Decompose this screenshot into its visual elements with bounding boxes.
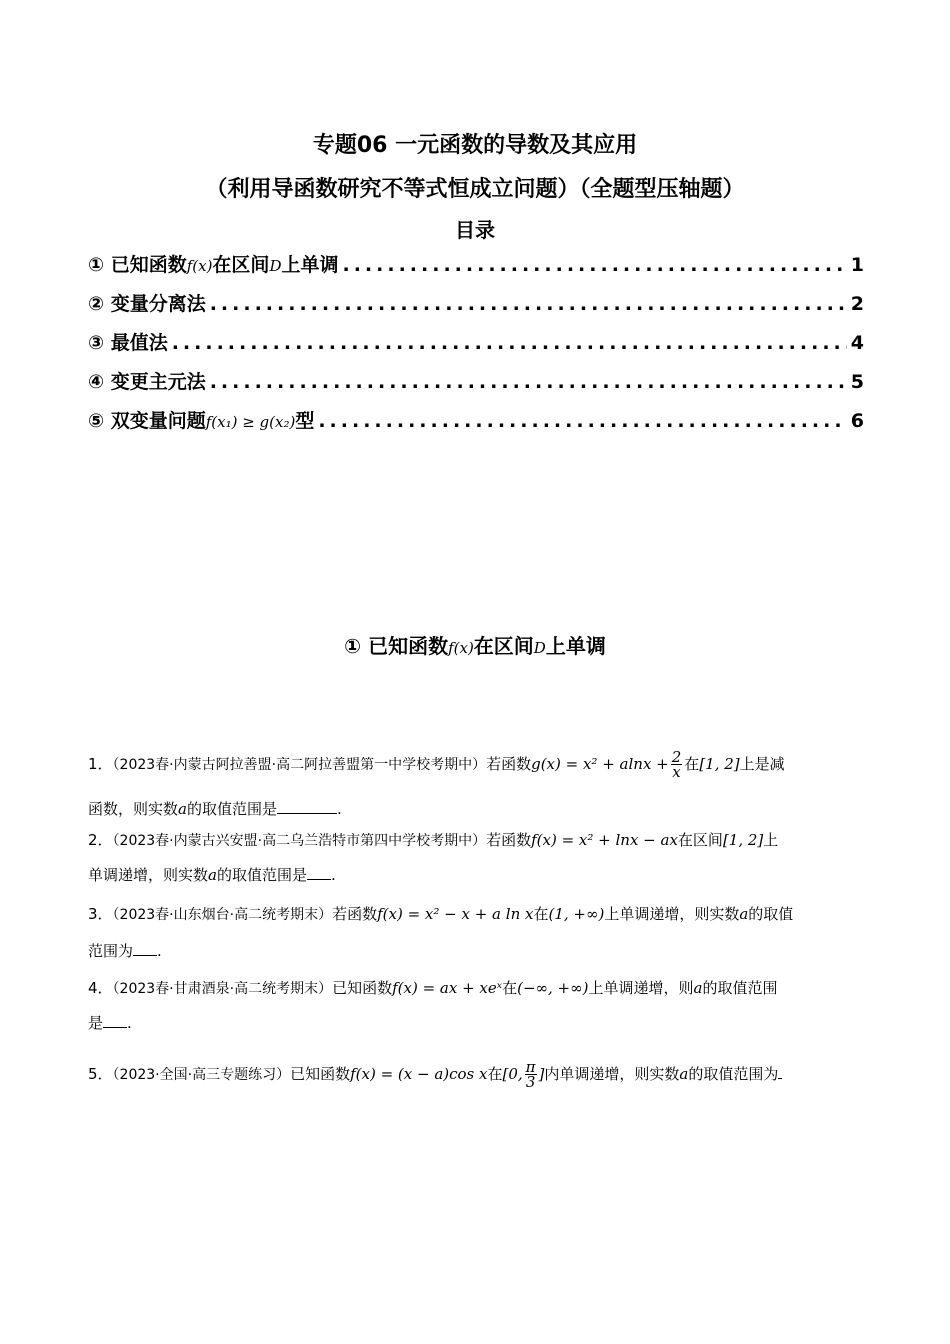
question-number: 1．	[88, 755, 113, 773]
question-source: （2023·全国·高三专题练习）	[112, 1067, 291, 1083]
toc-leader	[210, 293, 847, 315]
interval: (−∞, +∞)	[517, 979, 589, 997]
question-source: （2023春·甘肃酒泉·高二统考期末）	[112, 981, 333, 997]
question-line: 4．（2023春·甘肃酒泉·高二统考期末）已知函数f(x) = ax + xeˣ在(−∞, +∞)上单调递增，则a的取值范围	[88, 979, 778, 997]
question-source: （2023春·内蒙古兴安盟·高二乌兰浩特市第四中学校考期中）	[112, 833, 487, 849]
toc-leader	[342, 254, 846, 276]
question-5	[88, 1060, 868, 1089]
interval: [1, 2]	[722, 831, 764, 849]
interval: (1, +∞)	[548, 905, 605, 923]
answer-blank[interactable]	[277, 799, 337, 814]
question-3	[88, 904, 868, 961]
table-of-contents	[88, 250, 864, 445]
question-number: 3．	[88, 905, 113, 923]
toc-leader	[210, 371, 847, 393]
question-number: 4．	[88, 979, 113, 997]
question-source: （2023春·内蒙古阿拉善盟·高二阿拉善盟第一中学校考期中）	[112, 757, 487, 773]
answer-blank[interactable]	[103, 1013, 127, 1028]
question-number: 2．	[88, 831, 113, 849]
toc-heading: 目录	[455, 218, 495, 242]
question-2	[88, 830, 868, 885]
question-line: 单调递增，则实数a的取值范围是 .	[88, 866, 336, 884]
section-heading: ① 已知函数f(x)在区间D上单调	[344, 634, 606, 658]
toc-page-number: 4	[850, 332, 864, 354]
question-1	[88, 750, 868, 819]
question-line: 5．（2023·全国·高三专题练习）已知函数f(x) = (x − a)cos x在[0, $\frac{\pi}{3}$ ]内单调递增，则实数a的取值范围为	[88, 1060, 868, 1089]
question-source: （2023春·山东烟台·高二统考期末）	[112, 907, 333, 923]
formula: f(x) = ax + xeˣ	[392, 979, 503, 997]
toc-leader	[318, 410, 846, 432]
toc-page-number: 1	[850, 254, 864, 276]
formula: f(x) = x² + lnx − ax	[531, 831, 678, 849]
interval: [0,	[502, 1065, 523, 1083]
toc-page-number: 5	[850, 371, 864, 393]
question-line: 范围为 .	[88, 942, 162, 960]
question-line: 1．（2023春·内蒙古阿拉善盟·高二阿拉善盟第一中学校考期中）若函数g(x) = x² + alnx + $\frac{2}{x}$ 在[1, 2]上是减	[88, 748, 785, 781]
formula: g(x) = x² + alnx +	[531, 755, 669, 773]
toc-entry-1[interactable]: ① 已知函数f(x)在区间D上单调 ..... 1	[88, 250, 864, 289]
document-title: 专题06 一元函数的导数及其应用	[312, 133, 638, 158]
interval: [1, 2]	[699, 755, 740, 773]
toc-math: f(x)	[186, 257, 213, 275]
question-line: 2．（2023春·内蒙古兴安盟·高二乌兰浩特市第四中学校考期中）若函数f(x) = x² + lnx − ax在区间[1, 2]上	[88, 831, 779, 849]
toc-page-number: 6	[850, 410, 864, 432]
answer-blank[interactable]	[133, 941, 157, 956]
document-subtitle: （利用导函数研究不等式恒成立问题）（全题型压轴题）	[205, 177, 745, 202]
toc-entry-2[interactable]: ② 变量分离法 ..... 2	[88, 289, 864, 328]
toc-entry-3[interactable]: ③ 最值法 ..... 4	[88, 328, 864, 367]
question-number: 5．	[88, 1065, 113, 1083]
toc-page-number: 2	[850, 293, 864, 315]
formula: f(x) = (x − a)cos x	[350, 1065, 488, 1083]
question-line: 函数，则实数a的取值范围是 .	[88, 800, 342, 818]
toc-leader	[172, 332, 847, 354]
toc-entry-5[interactable]: ⑤ 双变量问题f(x₁) ≥ g(x₂)型 ..... 6	[88, 406, 864, 445]
fraction: $\frac{2}{x}$	[671, 748, 682, 781]
fraction: $\frac{\pi}{3}$	[525, 1058, 536, 1091]
formula: f(x) = x² − x + a ln x	[377, 905, 534, 923]
question-line: 是 .	[88, 1014, 132, 1032]
toc-math: f(x₁) ≥ g(x₂)	[205, 413, 296, 431]
question-4	[88, 978, 868, 1033]
answer-blank[interactable]	[778, 1064, 782, 1079]
answer-blank[interactable]	[307, 865, 331, 880]
question-line: 3．（2023春·山东烟台·高二统考期末）若函数f(x) = x² − x + a ln x在(1, +∞)上单调递增，则实数a的取值	[88, 905, 794, 923]
toc-entry-4[interactable]: ④ 变更主元法 ..... 5	[88, 367, 864, 406]
